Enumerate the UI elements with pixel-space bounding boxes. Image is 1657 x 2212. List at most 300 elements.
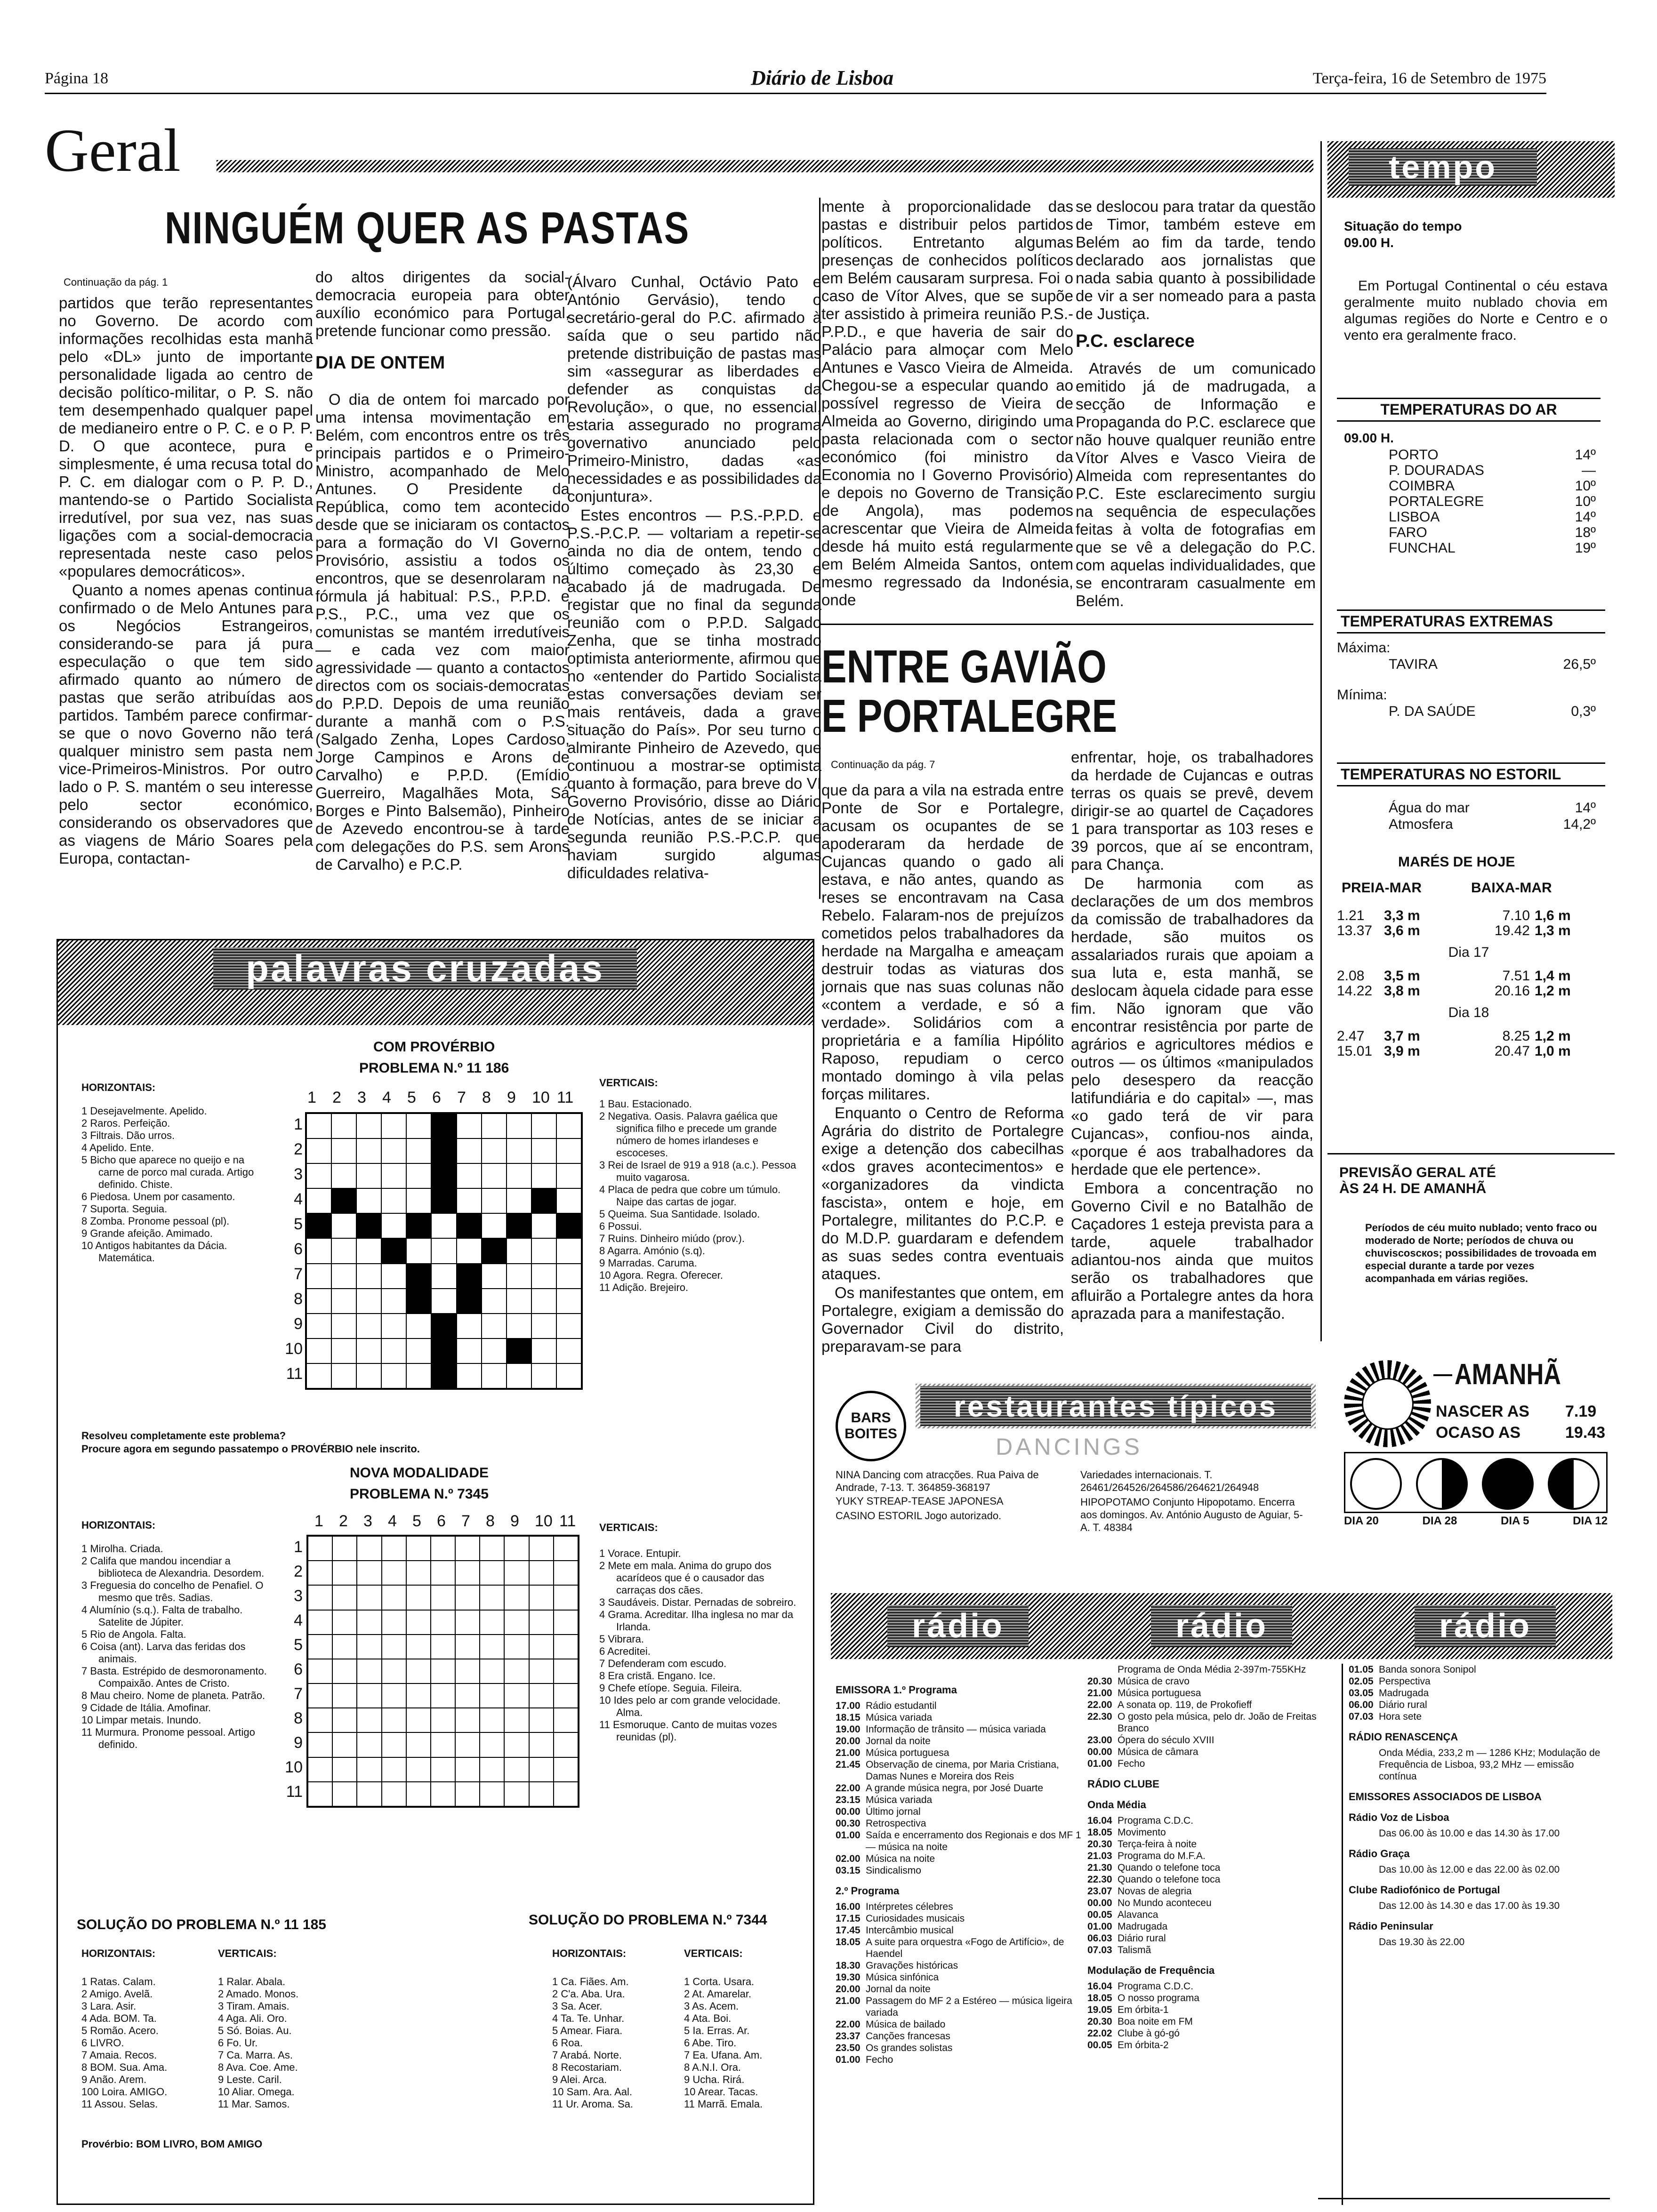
grid-cell[interactable]: [357, 1585, 381, 1610]
grid-cell[interactable]: [406, 1708, 431, 1732]
grid-cell[interactable]: [431, 1238, 456, 1263]
grid-cell[interactable]: [554, 1708, 578, 1732]
grid-cell[interactable]: [455, 1536, 480, 1561]
radio-time: 03.05: [1349, 1688, 1374, 1699]
grid-cell[interactable]: [406, 1264, 431, 1289]
clue: 4 Placa de pedra que cobre um túmulo. Naipe das cartas de jogar.: [599, 1184, 781, 1208]
grid-cell[interactable]: [507, 1238, 531, 1263]
radio-time: [1349, 1864, 1379, 1875]
grid-cell[interactable]: [480, 1635, 504, 1659]
grid-cell[interactable]: [308, 1536, 332, 1561]
grid-cell[interactable]: [356, 1314, 381, 1338]
grid-cell[interactable]: [431, 1610, 455, 1635]
radio-listing: [836, 1700, 1090, 1712]
grid-cell[interactable]: [455, 1635, 480, 1659]
radio-time: 20.30: [1087, 2016, 1112, 2027]
radio-time: 23.50: [836, 2043, 861, 2053]
grid-cell[interactable]: [457, 1238, 482, 1263]
grid-cell[interactable]: [308, 1561, 332, 1585]
grid-cell[interactable]: [457, 1289, 482, 1314]
grid-cell[interactable]: [455, 1585, 480, 1610]
temp-place: FARO: [1389, 525, 1427, 540]
grid-cell[interactable]: [356, 1289, 381, 1314]
grid-cell[interactable]: [331, 1163, 356, 1188]
grid-cell[interactable]: [554, 1659, 578, 1683]
grid-cell[interactable]: [554, 1757, 578, 1782]
grid-cell[interactable]: [531, 1314, 556, 1338]
grid-cell[interactable]: [482, 1264, 507, 1289]
grid-cell[interactable]: [331, 1138, 356, 1163]
grid-cell[interactable]: [556, 1138, 581, 1163]
grid-cell[interactable]: [529, 1757, 554, 1782]
grid-cell[interactable]: [406, 1782, 431, 1806]
grid-cell[interactable]: [332, 1708, 357, 1732]
grid-cell[interactable]: [554, 1635, 578, 1659]
horizontal-clues: [81, 1543, 270, 1751]
grid-cell[interactable]: [554, 1782, 578, 1806]
grid-cell[interactable]: [457, 1163, 482, 1188]
grid-cell[interactable]: [332, 1561, 357, 1585]
crossword-grid[interactable]: [305, 1112, 583, 1390]
grid-cell[interactable]: [357, 1561, 381, 1585]
grid-cell[interactable]: [457, 1314, 482, 1338]
grid-cell[interactable]: [554, 1732, 578, 1757]
grid-cell[interactable]: [308, 1683, 332, 1708]
grid-cell[interactable]: [455, 1757, 480, 1782]
clue: 6 Acreditei.: [599, 1645, 651, 1657]
grid-cell[interactable]: [406, 1536, 431, 1561]
radio-listing: [836, 1735, 1090, 1747]
grid-cell[interactable]: [332, 1757, 357, 1782]
grid-cell[interactable]: [457, 1338, 482, 1363]
grid-cell[interactable]: [306, 1314, 331, 1338]
grid-cell[interactable]: [531, 1114, 556, 1138]
grid-cell[interactable]: [308, 1610, 332, 1635]
grid-cell[interactable]: [381, 1238, 406, 1263]
grid-cell[interactable]: [556, 1289, 581, 1314]
grid-cell[interactable]: [331, 1289, 356, 1314]
radio-listing: [1087, 1862, 1342, 1874]
grid-cell[interactable]: [504, 1782, 529, 1806]
grid-cell[interactable]: [382, 1610, 406, 1635]
grid-cell[interactable]: [507, 1338, 531, 1363]
grid-cell[interactable]: [356, 1163, 381, 1188]
grid-cell[interactable]: [531, 1363, 556, 1388]
grid-cell[interactable]: [381, 1138, 406, 1163]
grid-cell[interactable]: [356, 1188, 381, 1213]
horizontals-label: HORIZONTAIS:: [81, 1948, 156, 1959]
grid-cell[interactable]: [455, 1610, 480, 1635]
grid-cell[interactable]: [531, 1338, 556, 1363]
grid-cell[interactable]: [556, 1314, 581, 1338]
grid-cell[interactable]: [382, 1732, 406, 1757]
grid-cell[interactable]: [331, 1238, 356, 1263]
grid-cell[interactable]: [556, 1163, 581, 1188]
grid-cell[interactable]: [455, 1659, 480, 1683]
grid-cell[interactable]: [480, 1659, 504, 1683]
crossword-grid-empty[interactable]: [306, 1535, 579, 1808]
grid-cell[interactable]: [507, 1314, 531, 1338]
tides-title: MARÉS DE HOJE: [1398, 854, 1515, 870]
grid-cell[interactable]: [531, 1289, 556, 1314]
grid-cell[interactable]: [331, 1114, 356, 1138]
grid-cell[interactable]: [507, 1114, 531, 1138]
grid-cell[interactable]: [357, 1708, 381, 1732]
high-tide-label: PREIA-MAR: [1342, 880, 1422, 896]
grid-cell[interactable]: [431, 1561, 455, 1585]
grid-cell[interactable]: [507, 1188, 531, 1213]
radio-listing: [1087, 2039, 1342, 2051]
grid-cell[interactable]: [356, 1238, 381, 1263]
grid-cell[interactable]: [381, 1188, 406, 1213]
grid-cell[interactable]: [357, 1782, 381, 1806]
grid-cell[interactable]: [356, 1138, 381, 1163]
grid-cell[interactable]: [529, 1683, 554, 1708]
grid-cell[interactable]: [431, 1708, 455, 1732]
radio-time: [1349, 1900, 1379, 1912]
radio-program: Clube à gó-gó: [1118, 2028, 1180, 2039]
grid-cell[interactable]: [457, 1138, 482, 1163]
grid-cell[interactable]: [306, 1138, 331, 1163]
radio-program: Programa do M.F.A.: [1118, 1851, 1206, 1861]
grid-cell[interactable]: [306, 1114, 331, 1138]
grid-cell[interactable]: [406, 1659, 431, 1683]
paragraph: O dia de ontem foi marcado por uma intensa movimentação em Belém, com encontros entre os três principais partidos e o Primeiro-Ministro, acompanhado de Melo Antunes. O Presidente da República, como tem acontecido desde que se iniciaram os contactos para a formação do VI Governo Provisório, assistiu a todos os encontros, que se desenrolaram na fórmula já habitual: P.S., P.P.D. e P.S., P.C., uma vez que os comunistas se mantém irredutíveis — e cada vez com maior agressividade — quanto a contactos directos com os sociais-democratas do P.P.D. Depois de uma reunião durante a manhã com o P.S. (Salgado Zenha, Lopes Cardoso, Jorge Campinos e Arons de Carvalho) e P.P.D. (Emídio Guerreiro, Magalhães Mota, Sá Borges e Pinto Balsemão), Pinheiro de Azevedo encontrou-se à tarde com delegações do P.S. sem Arons de Carvalho) e P.C.P.: [315, 391, 570, 873]
grid-cell[interactable]: [306, 1213, 331, 1238]
grid-cell[interactable]: [381, 1338, 406, 1363]
radio-heading: EMISSORA 1.º Programa: [836, 1684, 957, 1696]
max-value: 26,5º: [1563, 657, 1596, 672]
grid-cell[interactable]: [306, 1163, 331, 1188]
grid-cell[interactable]: [531, 1264, 556, 1289]
grid-cell[interactable]: [406, 1289, 431, 1314]
grid-cell[interactable]: [431, 1213, 456, 1238]
grid-cell[interactable]: [308, 1585, 332, 1610]
grid-cell[interactable]: [331, 1213, 356, 1238]
radio-program: Diário rural: [1379, 1699, 1427, 1710]
grid-cell[interactable]: [529, 1610, 554, 1635]
grid-cell[interactable]: [482, 1363, 507, 1388]
radio-time: 01.00: [1087, 1758, 1112, 1769]
grid-cell[interactable]: [482, 1314, 507, 1338]
grid-cell[interactable]: [529, 1659, 554, 1683]
radio-listing: [836, 1759, 1090, 1782]
grid-cell[interactable]: [455, 1561, 480, 1585]
issue-date: Terça-feira, 16 de Setembro de 1975: [1312, 70, 1546, 87]
grid-cell[interactable]: [406, 1683, 431, 1708]
grid-cell[interactable]: [554, 1561, 578, 1585]
grid-cell[interactable]: [381, 1363, 406, 1388]
grid-cell[interactable]: [357, 1659, 381, 1683]
grid-cell[interactable]: [381, 1114, 406, 1138]
grid-cell[interactable]: [406, 1585, 431, 1610]
grid-cell[interactable]: [331, 1188, 356, 1213]
grid-cell[interactable]: [480, 1732, 504, 1757]
grid-cell[interactable]: [457, 1114, 482, 1138]
grid-cell[interactable]: [306, 1338, 331, 1363]
grid-cell[interactable]: [554, 1585, 578, 1610]
grid-cell[interactable]: [482, 1163, 507, 1188]
grid-cell[interactable]: [531, 1188, 556, 1213]
grid-cell[interactable]: [480, 1610, 504, 1635]
grid-cell[interactable]: [381, 1213, 406, 1238]
grid-cell[interactable]: [431, 1138, 456, 1163]
grid-cell[interactable]: [332, 1585, 357, 1610]
grid-cell[interactable]: [504, 1635, 529, 1659]
grid-cell[interactable]: [507, 1264, 531, 1289]
radio-program: No Mundo aconteceu: [1118, 1898, 1212, 1908]
grid-cell[interactable]: [406, 1163, 431, 1188]
grid-cell[interactable]: [531, 1238, 556, 1263]
grid-cell[interactable]: [332, 1659, 357, 1683]
grid-cell[interactable]: [406, 1610, 431, 1635]
grid-cell[interactable]: [529, 1732, 554, 1757]
grid-cell[interactable]: [507, 1289, 531, 1314]
tide-cell: 1.21: [1337, 908, 1365, 923]
grid-cell[interactable]: [455, 1732, 480, 1757]
grid-cell[interactable]: [480, 1585, 504, 1610]
grid-cell[interactable]: [556, 1338, 581, 1363]
grid-cell[interactable]: [504, 1585, 529, 1610]
grid-cell[interactable]: [504, 1561, 529, 1585]
grid-cell[interactable]: [455, 1782, 480, 1806]
grid-cell[interactable]: [504, 1708, 529, 1732]
grid-cell[interactable]: [556, 1238, 581, 1263]
grid-cell[interactable]: [431, 1659, 455, 1683]
grid-cell[interactable]: [406, 1238, 431, 1263]
grid-cell[interactable]: [531, 1163, 556, 1188]
grid-cell[interactable]: [482, 1188, 507, 1213]
grid-cell[interactable]: [556, 1114, 581, 1138]
radio-time: 07.03: [1087, 1945, 1112, 1956]
grid-cell[interactable]: [431, 1338, 456, 1363]
grid-cell[interactable]: [480, 1536, 504, 1561]
grid-cell[interactable]: [554, 1683, 578, 1708]
grid-cell[interactable]: [356, 1363, 381, 1388]
radio-listing: [836, 2042, 1090, 2054]
grid-cell[interactable]: [482, 1338, 507, 1363]
grid-cell[interactable]: [331, 1338, 356, 1363]
solution-line: 11 Ur. Aroma. Sa.: [552, 2098, 634, 2110]
temp-place: LISBOA: [1389, 509, 1440, 525]
grid-cell[interactable]: [406, 1188, 431, 1213]
radio-listing: [1087, 1699, 1342, 1711]
grid-cell[interactable]: [382, 1585, 406, 1610]
grid-cell[interactable]: [406, 1114, 431, 1138]
grid-cell[interactable]: [556, 1363, 581, 1388]
row-numbers: [279, 1535, 303, 1804]
grid-cell[interactable]: [332, 1683, 357, 1708]
grid-cell[interactable]: [507, 1138, 531, 1163]
grid-cell[interactable]: [332, 1732, 357, 1757]
grid-cell[interactable]: [306, 1188, 331, 1213]
grid-cell[interactable]: [556, 1213, 581, 1238]
grid-cell[interactable]: [382, 1635, 406, 1659]
verticals-label: VERTICAIS:: [684, 1948, 743, 1959]
grid-cell[interactable]: [357, 1732, 381, 1757]
grid-cell[interactable]: [529, 1536, 554, 1561]
grid-cell[interactable]: [331, 1264, 356, 1289]
grid-cell[interactable]: [480, 1757, 504, 1782]
grid-cell[interactable]: [457, 1363, 482, 1388]
solution-line: 3 As. Acem.: [684, 2000, 739, 2012]
grid-cell[interactable]: [529, 1708, 554, 1732]
grid-cell[interactable]: [504, 1757, 529, 1782]
grid-cell[interactable]: [357, 1635, 381, 1659]
grid-cell[interactable]: [382, 1757, 406, 1782]
grid-cell[interactable]: [480, 1782, 504, 1806]
grid-cell[interactable]: [529, 1585, 554, 1610]
grid-cell[interactable]: [406, 1757, 431, 1782]
grid-cell[interactable]: [504, 1536, 529, 1561]
grid-cell[interactable]: [381, 1314, 406, 1338]
col-divider: [1342, 1664, 1343, 2205]
grid-cell[interactable]: [554, 1610, 578, 1635]
grid-cell[interactable]: [457, 1264, 482, 1289]
grid-cell[interactable]: [504, 1683, 529, 1708]
grid-cell[interactable]: [382, 1561, 406, 1585]
radio-listing: [836, 1924, 1090, 1936]
grid-cell[interactable]: [431, 1289, 456, 1314]
grid-cell[interactable]: [457, 1213, 482, 1238]
grid-cell[interactable]: [357, 1610, 381, 1635]
grid-cell[interactable]: [504, 1732, 529, 1757]
grid-cell[interactable]: [356, 1114, 381, 1138]
grid-cell[interactable]: [504, 1659, 529, 1683]
grid-cell[interactable]: [431, 1757, 455, 1782]
grid-cell[interactable]: [431, 1683, 455, 1708]
grid-cell[interactable]: [406, 1138, 431, 1163]
radio-banner: rádio: [1151, 1605, 1292, 1647]
grid-cell[interactable]: [306, 1289, 331, 1314]
grid-cell[interactable]: [332, 1536, 357, 1561]
grid-cell[interactable]: [455, 1683, 480, 1708]
solution-line: 4 Ata. Boi.: [684, 2012, 732, 2024]
grid-cell[interactable]: [482, 1289, 507, 1314]
grid-cell[interactable]: [382, 1536, 406, 1561]
grid-cell[interactable]: [431, 1264, 456, 1289]
grid-cell[interactable]: [480, 1708, 504, 1732]
grid-cell[interactable]: [357, 1536, 381, 1561]
grid-cell[interactable]: [482, 1213, 507, 1238]
radio-program: Música de câmara: [1118, 1747, 1199, 1757]
grid-cell[interactable]: [381, 1289, 406, 1314]
grid-cell[interactable]: [331, 1363, 356, 1388]
grid-cell[interactable]: [529, 1561, 554, 1585]
grid-cell[interactable]: [431, 1782, 455, 1806]
grid-cell[interactable]: [431, 1635, 455, 1659]
grid-cell[interactable]: [332, 1635, 357, 1659]
grid-cell[interactable]: [431, 1585, 455, 1610]
grid-cell[interactable]: [507, 1163, 531, 1188]
grid-cell[interactable]: [308, 1757, 332, 1782]
grid-cell[interactable]: [382, 1782, 406, 1806]
moon-date: DIA 5: [1501, 1515, 1529, 1527]
grid-cell[interactable]: [382, 1683, 406, 1708]
grid-cell[interactable]: [308, 1635, 332, 1659]
grid-cell[interactable]: [531, 1213, 556, 1238]
max-row: [1389, 657, 1596, 673]
grid-cell[interactable]: [357, 1757, 381, 1782]
article-col-3: [567, 273, 821, 883]
grid-cell[interactable]: [357, 1683, 381, 1708]
grid-cell[interactable]: [381, 1163, 406, 1188]
radio-program: Música portuguesa: [1118, 1688, 1201, 1699]
grid-cell[interactable]: [457, 1188, 482, 1213]
grid-cell[interactable]: [531, 1138, 556, 1163]
grid-cell[interactable]: [406, 1561, 431, 1585]
grid-cell[interactable]: [332, 1610, 357, 1635]
grid-cell[interactable]: [556, 1188, 581, 1213]
grid-cell[interactable]: [482, 1114, 507, 1138]
grid-cell[interactable]: [356, 1264, 381, 1289]
grid-cell[interactable]: [482, 1138, 507, 1163]
grid-cell[interactable]: [406, 1213, 431, 1238]
grid-cell[interactable]: [308, 1732, 332, 1757]
radio-program: Gravações históricas: [866, 1960, 958, 1971]
grid-cell[interactable]: [406, 1635, 431, 1659]
grid-cell[interactable]: [356, 1213, 381, 1238]
grid-cell[interactable]: [529, 1782, 554, 1806]
grid-cell[interactable]: [382, 1708, 406, 1732]
vertical-clues: [599, 1547, 797, 1743]
grid-cell[interactable]: [306, 1264, 331, 1289]
problem-title: NOVA MODALIDADE: [350, 1465, 489, 1481]
grid-cell[interactable]: [431, 1732, 455, 1757]
grid-cell[interactable]: [382, 1659, 406, 1683]
grid-cell[interactable]: [308, 1708, 332, 1732]
grid-cell[interactable]: [507, 1363, 531, 1388]
grid-cell[interactable]: [480, 1561, 504, 1585]
grid-cell[interactable]: [504, 1610, 529, 1635]
radio-time: 16.00: [836, 1901, 861, 1912]
solution-line: 3 Sa. Acer.: [552, 2000, 603, 2012]
grid-cell[interactable]: [406, 1338, 431, 1363]
grid-cell[interactable]: [406, 1314, 431, 1338]
grid-cell[interactable]: [306, 1238, 331, 1263]
grid-cell[interactable]: [308, 1659, 332, 1683]
tide-cell: 20.16: [1494, 983, 1530, 999]
grid-cell[interactable]: [431, 1314, 456, 1338]
grid-cell[interactable]: [480, 1683, 504, 1708]
solution-line: 6 LIVRO.: [81, 2037, 124, 2049]
grid-cell[interactable]: [308, 1782, 332, 1806]
radio-program: Música de bailado: [866, 2019, 946, 2030]
grid-cell[interactable]: [381, 1264, 406, 1289]
min-value: 0,3º: [1571, 704, 1596, 719]
grid-cell[interactable]: [331, 1314, 356, 1338]
grid-cell[interactable]: [507, 1213, 531, 1238]
solution-line: 2 Amigo. Avelã.: [81, 1988, 153, 2000]
temp-place: PORTALEGRE: [1389, 494, 1484, 509]
grid-cell[interactable]: [431, 1163, 456, 1188]
grid-cell[interactable]: [332, 1782, 357, 1806]
grid-cell[interactable]: [455, 1708, 480, 1732]
grid-cell[interactable]: [431, 1114, 456, 1138]
grid-cell[interactable]: [406, 1363, 431, 1388]
grid-cell[interactable]: [554, 1536, 578, 1561]
grid-cell[interactable]: [406, 1732, 431, 1757]
grid-cell[interactable]: [556, 1264, 581, 1289]
grid-cell[interactable]: [306, 1363, 331, 1388]
grid-cell[interactable]: [431, 1363, 456, 1388]
grid-cell[interactable]: [482, 1238, 507, 1263]
grid-cell[interactable]: [529, 1635, 554, 1659]
grid-cell[interactable]: [431, 1536, 455, 1561]
radio-program: Saída e encerramento dos Regionais e dos MF 1 — música na noite: [866, 1830, 1081, 1852]
grid-cell[interactable]: [431, 1188, 456, 1213]
grid-cell[interactable]: [356, 1338, 381, 1363]
